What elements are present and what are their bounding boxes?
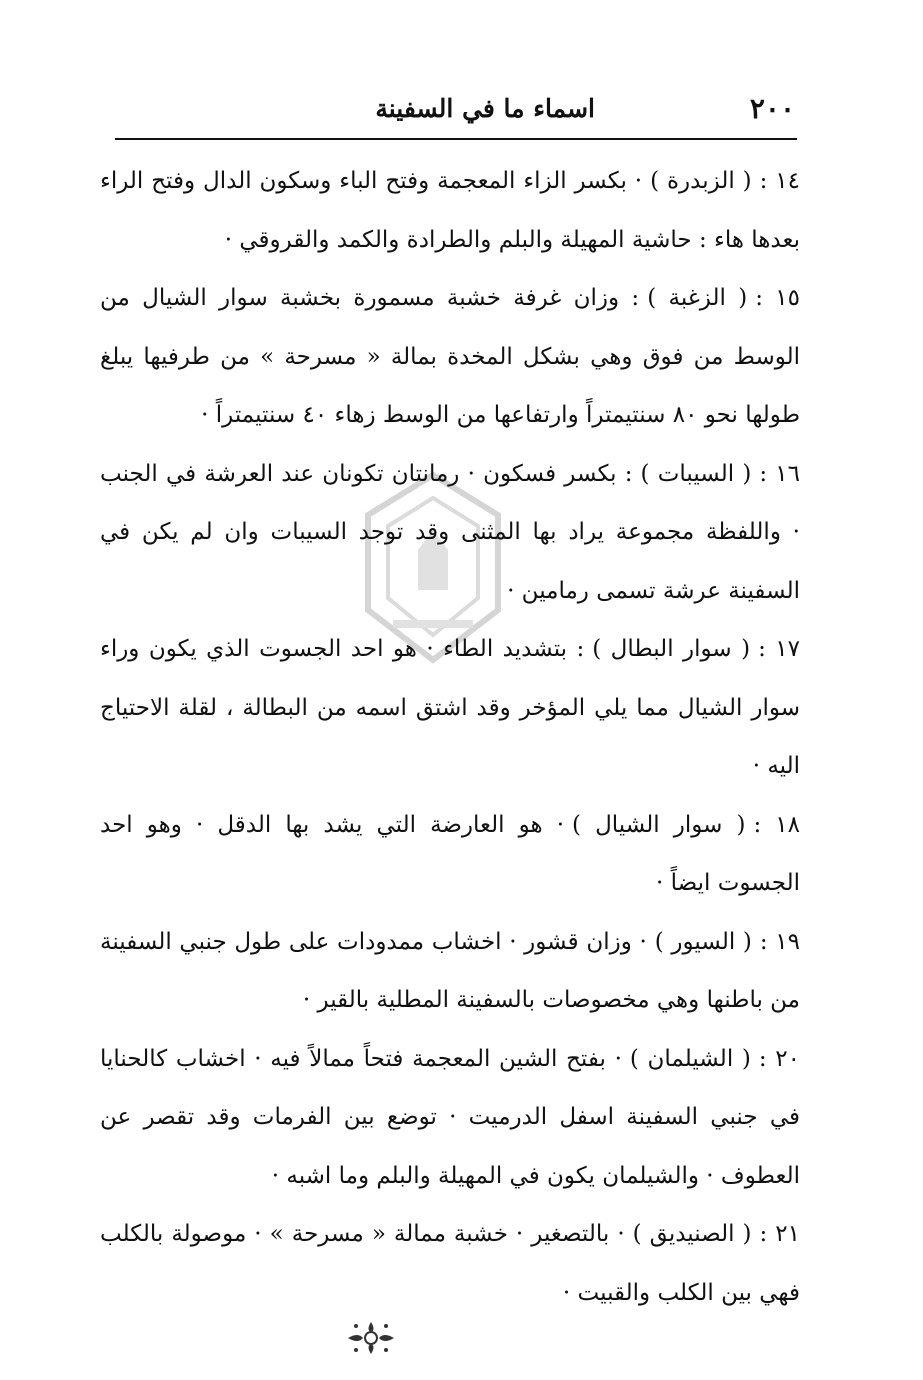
floral-ornament-icon bbox=[336, 1318, 406, 1358]
entry-text: · بكسر الزاء المعجمة وفتح الباء وسكون الدال وفتح الراء بعدها هاء : حاشية المهيلة والبلم والطرادة والكمد والقروقي · bbox=[100, 168, 800, 253]
entry-term: ( سوار الشيال ) bbox=[572, 811, 746, 838]
entry-number: ٢١ : bbox=[759, 1221, 801, 1247]
entry-number: ٢٠ : bbox=[758, 1045, 801, 1072]
page-header bbox=[115, 92, 795, 132]
entry-term: ( الزبدرة ) bbox=[650, 168, 752, 194]
entry-number: ١٥ : bbox=[755, 285, 800, 311]
entry-term: ( السيور ) bbox=[654, 928, 752, 955]
entry-text: : بكسر فسكون · رمانتان تكونان عند العرشة في الجنب · واللفظة مجموعة يراد بها المثنى وقد توجد السيبات وان لم يكن في السفينة عرشة تسمى رمامين · bbox=[100, 460, 800, 604]
entry-number: ١٤ : bbox=[759, 168, 801, 194]
entry-16 bbox=[100, 445, 800, 621]
entry-19 bbox=[100, 913, 800, 1030]
entry-number: ١٩ : bbox=[759, 928, 800, 955]
entry-text: · وزان قشور · اخشاب ممدودات على طول جنبي السفينة من باطنها وهي مخصوصات بالسفينة المطلية بالقير · bbox=[100, 928, 800, 1013]
entry-text: · هو العارضة التي يشد بها الدقل · وهو احد الجسوت ايضاً · bbox=[100, 811, 800, 896]
entry-text: · بفتح الشين المعجمة فتحاً ممالاً فيه · اخشاب كالحنايا في جنبي السفينة اسفل الدرميت · توضع بين الفرمات وقد تقصر عن العطوف · والشيلمان يكون في المهيلة والبلم وما اشبه · bbox=[100, 1045, 800, 1189]
entry-term: ( سوار البطال ) bbox=[592, 636, 751, 662]
entry-text: · بالتصغير · خشبة ممالة « مسرحة » · موصولة بالكلب فهي بين الكلب والقبيت · bbox=[100, 1221, 800, 1306]
entry-number: ١٧ : bbox=[758, 636, 800, 662]
entry-15 bbox=[100, 269, 800, 445]
header-rule bbox=[115, 138, 797, 140]
entry-text: : بتشديد الطاء · هو احد الجسوت الذي يكون وراء سوار الشيال مما يلي المؤخر وقد اشتق اسمه من البطالة ، لقلة الاحتياج اليه · bbox=[100, 636, 800, 779]
entry-term: ( الشيلمان ) bbox=[629, 1045, 751, 1072]
running-title: اسماء ما في السفينة bbox=[375, 94, 595, 123]
entry-number: ١٨ : bbox=[753, 811, 801, 838]
entry-17 bbox=[100, 620, 800, 796]
glossary-body bbox=[100, 152, 800, 1322]
entry-term: ( الصنيديق ) bbox=[632, 1221, 752, 1247]
entry-term: ( الزغبة ) bbox=[647, 285, 748, 311]
entry-20 bbox=[100, 1030, 800, 1206]
entry-number: ١٦ : bbox=[759, 460, 801, 487]
entry-18 bbox=[100, 796, 800, 913]
entry-text: : وزان غرفة خشبة مسمورة بخشبة سوار الشيال من الوسط من فوق وهي بشكل المخدة بمالة « مسرحة » من طرفيها يبلغ طولها نحو ٨٠ سنتيمتراً وارتفاعها من الوسط زهاء ٤٠ سنتيمتراً · bbox=[100, 285, 800, 428]
entry-14 bbox=[100, 152, 800, 269]
page-number: ٢٠٠ bbox=[749, 92, 795, 125]
entry-21 bbox=[100, 1205, 800, 1322]
entry-term: ( السيبات ) bbox=[640, 460, 752, 487]
